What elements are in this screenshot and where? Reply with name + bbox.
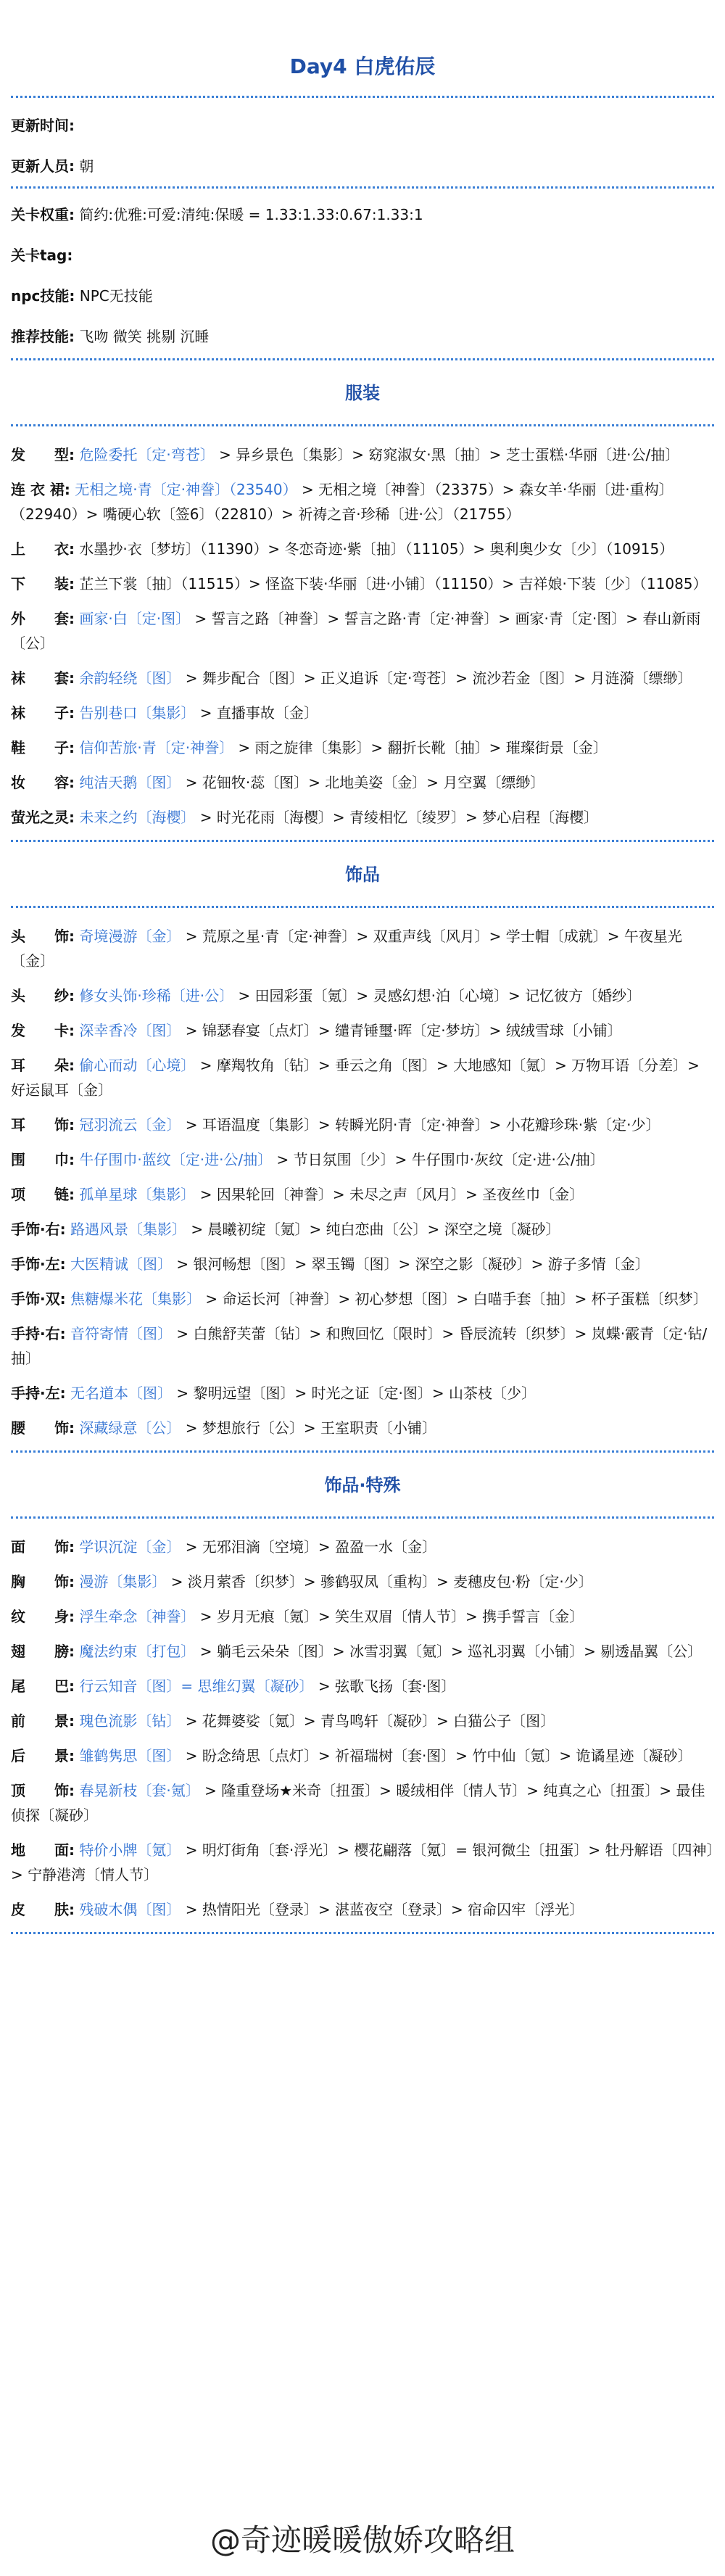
item-alternatives: > 花舞婆娑〔氪〕> 青鸟鸣轩〔凝砂〕> 白猫公子〔图〕 [185,1712,555,1730]
item-category: 手饰·右: [11,1221,66,1238]
meta-section [0,98,725,176]
list-item [0,1535,725,1559]
item-top-pick: 修女头饰·珍稀〔进·公〕 [79,987,234,1004]
item-alternatives: > 因果轮回〔神誊〕> 未尽之声〔风月〕> 圣夜丝巾〔金〕 [199,1186,584,1203]
list-item [0,537,725,561]
item-top-pick: 漫游〔集影〕 [79,1573,167,1590]
item-category: 袜 套: [11,669,75,687]
item-top-pick: 奇境漫游〔金〕 [79,928,181,945]
recommended-skill-row [11,326,714,347]
item-alternatives: > 无邪泪滴〔空境〕> 盈盈一水〔金〕 [185,1538,436,1556]
item-alternatives: > 摩羯牧角〔钻〕> 垂云之角〔图〕> 大地感知〔氪〕> 万物耳语〔分差〕> 好运鼠耳〔金〕 [11,1057,700,1099]
list-item [0,983,725,1008]
item-category: 尾 巴: [11,1677,75,1695]
item-alternatives: > 荒原之星·青〔定·神誊〕> 双重声线〔风月〕> 学士帽〔成就〕> 午夜星光〔金〕 [11,928,682,970]
list-item [0,1569,725,1594]
list-item [0,1018,725,1043]
item-top-pick: 路遇风景〔集影〕 [70,1221,186,1238]
npc-skill-label: npc技能: [11,287,75,305]
item-alternatives: 水墨抄·衣〔梦坊〕（11390）> 冬恋奇迹·紫〔抽〕（11105）> 奥利奥少女〔少〕（10915） [79,540,674,558]
list-item [0,477,725,527]
updater-row [11,156,714,176]
list-item [0,924,725,973]
item-category: 手饰·左: [11,1255,66,1273]
item-top-pick: 无相之境·青〔定·神誊〕（23540） [75,481,297,498]
item-category: 手持·左: [11,1384,66,1402]
item-alternatives: > 热情阳光〔登录〕> 湛蓝夜空〔登录〕> 宿命囚牢〔浮光〕 [185,1901,584,1918]
item-alternatives: > 无相之境〔神誊〕（23375）> 森女羊·华丽〔进·重构〕（22940）> 嘴硬心软〔签6〕（22810）> 祈祷之音·珍稀〔进·公〕（21755） [11,481,674,523]
item-category: 纹 身: [11,1608,75,1625]
list-item [0,1182,725,1207]
item-top-pick: 危险委托〔定·弯苍〕 [79,446,215,463]
list-item [0,1674,725,1698]
list-item [0,1321,725,1371]
item-category: 后 景: [11,1747,75,1764]
item-category: 鞋 子: [11,739,75,756]
npc-skill-row [11,286,714,306]
item-alternatives: > 弦歌飞扬〔套·图〕 [318,1677,456,1695]
list-item [0,1287,725,1311]
item-top-pick: 大医精诚〔图〕 [70,1255,172,1273]
list-item [0,701,725,725]
item-category: 下 装: [11,575,75,593]
list-item [0,571,725,596]
item-top-pick: 焦糖爆米花〔集影〕 [70,1290,201,1308]
item-alternatives: > 梦想旅行〔公〕> 王室职责〔小铺〕 [185,1419,436,1437]
item-category: 头 饰: [11,928,75,945]
divider [11,1932,714,1934]
item-category: 发 卡: [11,1022,75,1039]
item-alternatives: > 银河畅想〔图〕> 翠玉镯〔图〕> 深空之影〔凝砂〕> 游子多情〔金〕 [176,1255,650,1273]
item-top-pick: 孤单星球〔集影〕 [79,1186,196,1203]
item-alternatives: > 花钿牧·蕊〔图〕> 北地美姿〔金〕> 月空翼〔缥缈〕 [185,774,545,791]
list-item [0,1381,725,1405]
item-alternatives: > 舞步配合〔图〕> 正义追诉〔定·弯苍〕> 流沙若金〔图〕> 月涟漪〔缥缈〕 [185,669,692,687]
section-title: 服装 [345,383,380,403]
item-top-pick: 冠羽流云〔金〕 [79,1116,181,1134]
recommended-skill-value: 飞吻 微笑 挑剔 沉睡 [79,328,210,345]
item-category: 围 巾: [11,1151,75,1168]
list-item [0,666,725,690]
item-alternatives: > 田园彩蛋〔氪〕> 灵感幻想·泊〔心境〕> 记忆彼方〔婚纱〕 [238,987,642,1004]
item-top-pick: 余韵轻绕〔图〕 [79,669,181,687]
item-category: 腰 饰: [11,1419,75,1437]
item-category: 手饰·双: [11,1290,66,1308]
list-item [0,1639,725,1664]
item-top-pick: 行云知音〔图〕= 思维幻翼〔凝砂〕 [79,1677,314,1695]
item-top-pick: 学识沉淀〔金〕 [79,1538,181,1556]
weights-row [11,205,714,225]
updater-label: 更新人员: [11,157,75,175]
item-category: 胸 饰: [11,1573,75,1590]
tag-label: 关卡tag: [11,247,73,264]
list-item [0,1778,725,1828]
item-category: 袜 子: [11,704,75,722]
item-top-pick: 牛仔围巾·蓝纹〔定·进·公/抽〕 [79,1151,273,1168]
item-top-pick: 残破木偶〔图〕 [79,1901,181,1918]
item-alternatives: > 白熊舒芙蕾〔钻〕> 和煦回忆〔限时〕> 昏辰流转〔织梦〕> 岚蝶·霰青〔定·钻/抽〕 [11,1325,708,1367]
list-item [0,1604,725,1629]
list-item [0,1897,725,1922]
item-top-pick: 偷心而动〔心境〕 [79,1057,196,1074]
item-top-pick: 雏鹤隽思〔图〕 [79,1747,181,1764]
npc-skill-value: NPC无技能 [79,287,153,305]
list-item [0,1252,725,1276]
item-category: 妆 容: [11,774,75,791]
update-time-row [11,115,714,136]
item-alternatives: > 躺毛云朵朵〔图〕> 冰雪羽翼〔氪〕> 巡礼羽翼〔小铺〕> 剔透晶翼〔公〕 [199,1643,703,1660]
item-category: 前 景: [11,1712,75,1730]
footer-watermark: @奇迹暖暖傲娇攻略组 [210,2522,515,2558]
item-category: 项 链: [11,1186,75,1203]
list-item [0,735,725,760]
item-top-pick: 画家·白〔定·图〕 [79,610,191,627]
item-category: 耳 朵: [11,1057,75,1074]
list-item [0,770,725,795]
item-top-pick: 春晃新枝〔套·氪〕 [79,1782,200,1799]
item-category: 翅 膀: [11,1643,75,1660]
item-top-pick: 未来之约〔海樱〕 [79,809,196,826]
item-alternatives: > 耳语温度〔集影〕> 转瞬光阴·青〔定·神誊〕> 小花瓣珍珠·紫〔定·少〕 [185,1116,660,1134]
list-item [0,442,725,467]
item-alternatives: > 誓言之路〔神誊〕> 誓言之路·青〔定·神誊〕> 画家·青〔定·图〕> 春山新雨〔公〕 [11,610,701,652]
item-alternatives: > 晨曦初绽〔氪〕> 纯白恋曲〔公〕> 深空之境〔凝砂〕 [191,1221,560,1238]
item-top-pick: 深藏绿意〔公〕 [79,1419,181,1437]
page-title: Day4 白虎佑辰 [289,54,436,78]
item-top-pick: 信仰苦旅·青〔定·神誊〕 [79,739,234,756]
item-top-pick: 告别巷口〔集影〕 [79,704,196,722]
item-alternatives: > 时光花雨〔海樱〕> 青绫相忆〔绫罗〕> 梦心启程〔海樱〕 [199,809,599,826]
item-category: 面 饰: [11,1538,75,1556]
item-alternatives: > 异乡景色〔集影〕> 窈窕淑女·黑〔抽〕> 芝士蛋糕·华丽〔进·公/抽〕 [219,446,680,463]
item-top-pick: 纯洁天鹅〔图〕 [79,774,181,791]
level-info-section [0,189,725,347]
item-category: 萤光之灵: [11,809,75,826]
weights-label: 关卡权重: [11,206,75,223]
item-alternatives: > 锦瑟春宴〔点灯〕> 缱青锤璽·晖〔定·梦坊〕> 绒绒雪球〔小铺〕 [185,1022,622,1039]
item-category: 发 型: [11,446,75,463]
tag-row [11,245,714,265]
item-alternatives: > 雨之旋律〔集影〕> 翻折长靴〔抽〕> 璀璨街景〔金〕 [238,739,608,756]
recommended-skill-label: 推荐技能: [11,328,75,345]
item-alternatives: 芷兰下裳〔抽〕（11515）> 怪盗下装·华丽〔进·小铺〕（11150）> 吉祥娘·下装〔少〕（11085） [79,575,708,593]
section-title: 饰品·特殊 [324,1475,401,1495]
list-item [0,606,725,656]
item-alternatives: > 盼念绮思〔点灯〕> 祈福瑞树〔套·图〕> 竹中仙〔氪〕> 诡谲星迹〔凝砂〕 [185,1747,692,1764]
sections-container [0,360,725,1934]
item-top-pick: 魔法约束〔打包〕 [79,1643,196,1660]
item-category: 上 衣: [11,540,75,558]
item-category: 手持·右: [11,1325,66,1342]
weights-value: 简约:优雅:可爱:清纯:保暖 = 1.33:1.33:0.67:1.33:1 [79,206,423,223]
item-alternatives: > 隆重登场★米奇〔扭蛋〕> 暖绒相伴〔情人节〕> 纯真之心〔扭蛋〕> 最佳侦探〔凝砂〕 [11,1782,705,1824]
section-title: 饰品 [345,864,380,885]
item-category: 头 纱: [11,987,75,1004]
item-alternatives: > 直播事故〔金〕 [199,704,318,722]
list-item [0,1743,725,1768]
list-item [0,1217,725,1242]
update-time-label: 更新时间: [11,117,75,134]
item-top-pick: 深幸香冷〔图〕 [79,1022,181,1039]
item-category: 外 套: [11,610,75,627]
item-top-pick: 音符寄情〔图〕 [70,1325,172,1342]
list-item [0,1147,725,1172]
item-alternatives: > 节日氛围〔少〕> 牛仔围巾·灰纹〔定·进·公/抽〕 [276,1151,605,1168]
list-item [0,805,725,830]
item-top-pick: 特价小牌〔氪〕 [79,1841,181,1859]
item-category: 顶 饰: [11,1782,75,1799]
list-item [0,1053,725,1102]
list-item [0,1838,725,1887]
item-list [0,426,725,830]
item-top-pick: 瑰色流影〔钻〕 [79,1712,181,1730]
item-alternatives: > 岁月无痕〔氪〕> 笑生双眉〔情人节〕> 携手誓言〔金〕 [199,1608,584,1625]
item-list [0,1519,725,1922]
item-top-pick: 浮生牵念〔神誊〕 [79,1608,196,1625]
item-top-pick: 无名道本〔图〕 [70,1384,172,1402]
item-category: 耳 饰: [11,1116,75,1134]
item-category: 皮 肤: [11,1901,75,1918]
item-category: 连 衣 裙: [11,481,70,498]
item-alternatives: > 明灯街角〔套·浮光〕> 樱花翩落〔氪〕= 银河微尘〔扭蛋〕> 牡丹解语〔四神〕> 宁静港湾〔情人节〕 [11,1841,714,1883]
list-item [0,1112,725,1137]
list-item [0,1709,725,1733]
item-alternatives: > 淡月萦香〔织梦〕> 骖鹤驭凤〔重构〕> 麦穗皮包·粉〔定·少〕 [170,1573,593,1590]
item-category: 地 面: [11,1841,75,1859]
item-list [0,908,725,1440]
list-item [0,1416,725,1440]
item-alternatives: > 命运长河〔神誊〕> 初心梦想〔图〕> 白喵手套〔抽〕> 杯子蛋糕〔织梦〕 [205,1290,708,1308]
updater-value: 朝 [79,157,94,175]
item-alternatives: > 黎明远望〔图〕> 时光之证〔定·图〕> 山茶枝〔少〕 [176,1384,536,1402]
